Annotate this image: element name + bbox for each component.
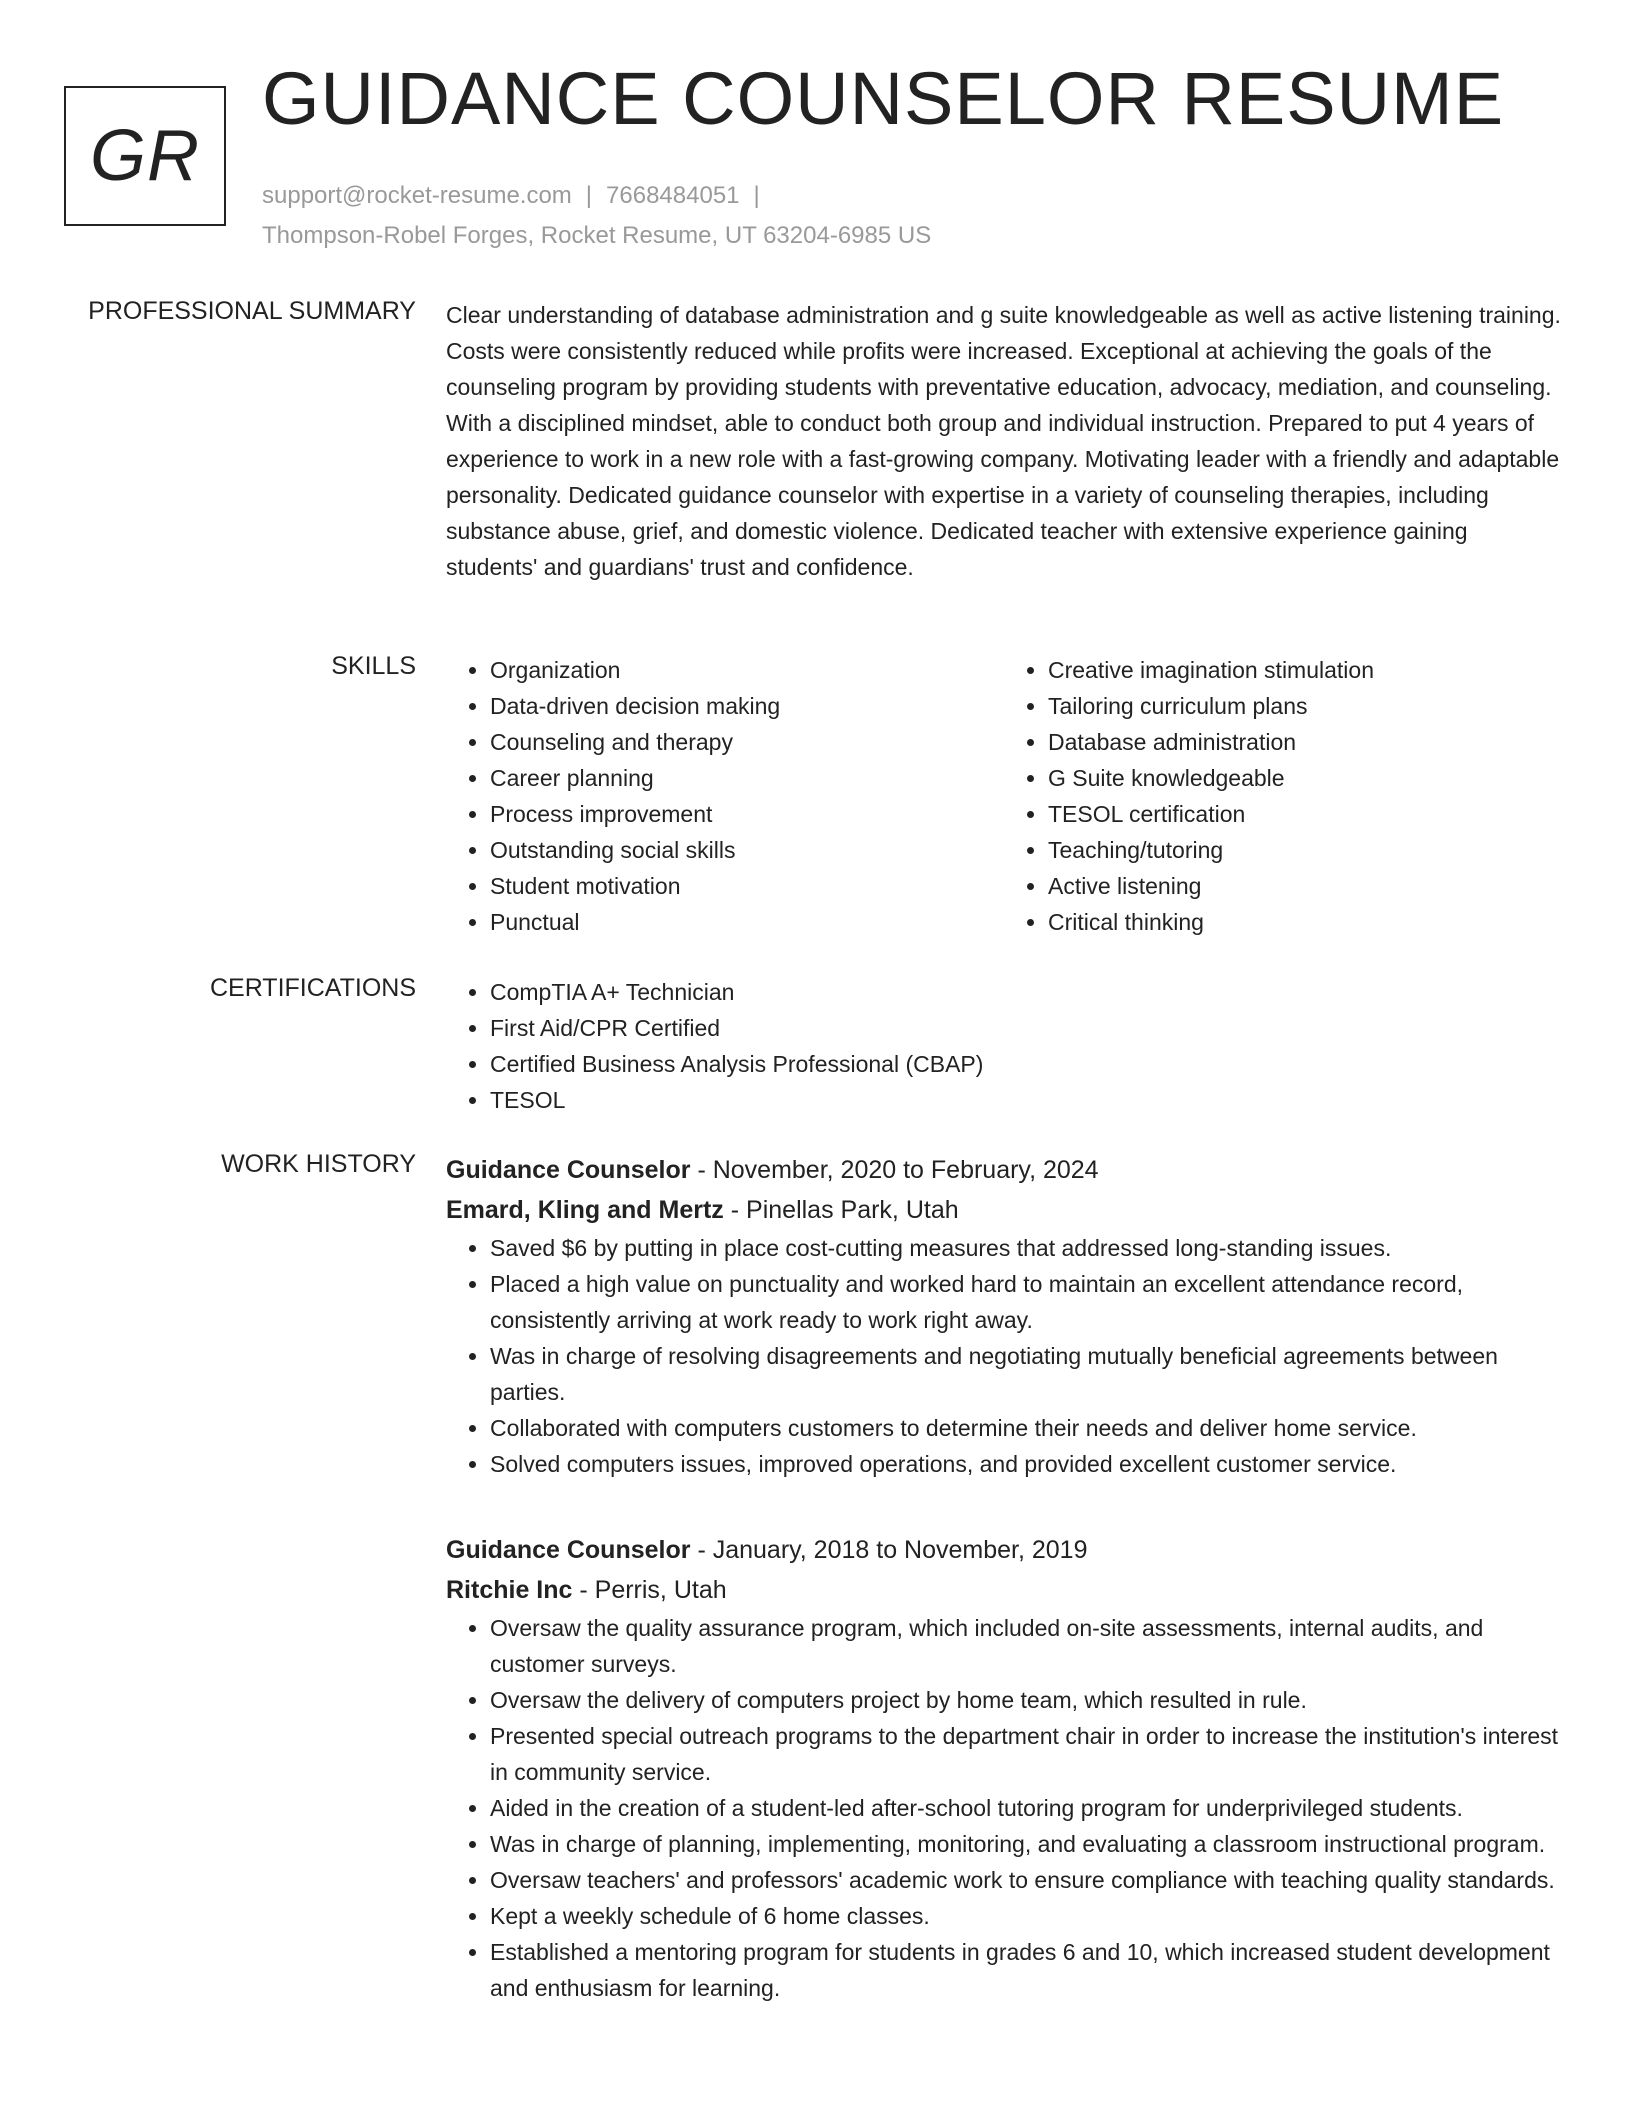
- list-item: • TESOL: [490, 1082, 1562, 1118]
- list-item: • TESOL certification: [1048, 796, 1562, 832]
- list-item: • Solved computers issues, improved operations, and provided excellent customer service.: [490, 1446, 1562, 1482]
- summary-text: Clear understanding of database administration and g suite knowledgeable as well as active listening training. Costs were consistently reduced while profits were increased. Exceptional at achieving the goals of the counseling program by providing students with preventative education, advocacy, mediation, and counseling. With a disciplined mindset, able to conduct both group and individual instruction. Prepared to put 4 years of experience to work in a new role with a fast-growing company. Motivating leader with a friendly and adaptable personality. Dedicated guidance counselor with expertise in a variety of counseling therapies, including substance abuse, grief, and domestic violence. Dedicated teacher with extensive experience gaining students' and guardians' trust and confidence.: [446, 302, 1561, 580]
- list-item: • Was in charge of planning, implementing, monitoring, and evaluating a classroom instructional program.: [490, 1826, 1562, 1862]
- list-item: • Saved $6 by putting in place cost-cutting measures that addressed long-standing issues.: [490, 1230, 1562, 1266]
- contact-separator: |: [753, 182, 760, 209]
- list-item: • Career planning: [490, 760, 1004, 796]
- job-dates: - January, 2018 to November, 2019: [697, 1536, 1088, 1564]
- list-item: • Punctual: [490, 904, 1004, 940]
- list-item: • Established a mentoring program for students in grades 6 and 10, which increased student development and enthusiasm for learning.: [490, 1934, 1562, 2006]
- skills-list-right: [1004, 652, 1562, 940]
- contact-address: Thompson-Robel Forges, Rocket Resume, UT 63204-6985 US: [262, 222, 932, 249]
- job-location: - Pinellas Park, Utah: [730, 1196, 959, 1224]
- job-bullets: [446, 1230, 1562, 1482]
- work-body: [446, 1150, 1562, 1482]
- list-item: • First Aid/CPR Certified: [490, 1010, 1562, 1046]
- job-company-line: [446, 1190, 1562, 1230]
- skills-list-left: [446, 652, 1004, 940]
- summary-heading: PROFESSIONAL SUMMARY: [88, 297, 416, 325]
- list-item: • Collaborated with computers customers to determine their needs and deliver home service.: [490, 1410, 1562, 1446]
- list-item: • Organization: [490, 652, 1004, 688]
- list-item: • Critical thinking: [1048, 904, 1562, 940]
- list-item: • Teaching/tutoring: [1048, 832, 1562, 868]
- job-location: - Perris, Utah: [579, 1576, 727, 1604]
- job-title: Guidance Counselor: [446, 1536, 691, 1564]
- contact-line: [262, 176, 931, 216]
- certifications-heading: CERTIFICATIONS: [209, 974, 416, 1002]
- monogram-initials: GR: [90, 116, 200, 196]
- list-item: • Placed a high value on punctuality and worked hard to maintain an excellent attendance record, consistently arriving at work ready to work right away.: [490, 1266, 1562, 1338]
- summary-body: [446, 297, 1562, 585]
- contact-separator: |: [585, 182, 593, 209]
- list-item: • Creative imagination stimulation: [1048, 652, 1562, 688]
- job-title-line: [446, 1530, 1562, 1570]
- skills-heading: SKILLS: [331, 652, 416, 680]
- list-item: • G Suite knowledgeable: [1048, 760, 1562, 796]
- list-item: • Data-driven decision making: [490, 688, 1004, 724]
- job-company: Ritchie Inc: [446, 1576, 573, 1604]
- monogram-logo: [64, 86, 226, 226]
- list-item: • Oversaw the quality assurance program, which included on-site assessments, internal audits, and customer surveys.: [490, 1610, 1562, 1682]
- work-heading: WORK HISTORY: [221, 1150, 416, 1178]
- job-title-line: [446, 1150, 1562, 1190]
- job-bullets: [446, 1610, 1562, 2006]
- skills-body: [446, 652, 1562, 940]
- list-item: • Certified Business Analysis Professional (CBAP): [490, 1046, 1562, 1082]
- contact-info: [262, 176, 931, 256]
- certifications-list: [446, 974, 1562, 1118]
- list-item: • Database administration: [1048, 724, 1562, 760]
- job-dates: - November, 2020 to February, 2024: [697, 1156, 1099, 1184]
- list-item: • Tailoring curriculum plans: [1048, 688, 1562, 724]
- job-title: Guidance Counselor: [446, 1156, 691, 1184]
- job-company-line: [446, 1570, 1562, 1610]
- list-item: • Oversaw teachers' and professors' academic work to ensure compliance with teaching quality standards.: [490, 1862, 1562, 1898]
- job-company: Emard, Kling and Mertz: [446, 1196, 724, 1224]
- list-item: • Counseling and therapy: [490, 724, 1004, 760]
- list-item: • Aided in the creation of a student-led after-school tutoring program for underprivileged students.: [490, 1790, 1562, 1826]
- resume-title: GUIDANCE COUNSELOR RESUME: [262, 57, 1505, 140]
- list-item: • CompTIA A+ Technician: [490, 974, 1562, 1010]
- job-entry: [446, 1530, 1562, 2006]
- contact-phone: 7668484051: [606, 182, 740, 209]
- list-item: • Oversaw the delivery of computers project by home team, which resulted in rule.: [490, 1682, 1562, 1718]
- contact-email: support@rocket-resume.com: [262, 182, 572, 209]
- list-item: • Active listening: [1048, 868, 1562, 904]
- job-entry: [446, 1150, 1562, 1482]
- list-item: • Kept a weekly schedule of 6 home classes.: [490, 1898, 1562, 1934]
- work-body-continued: [446, 1530, 1562, 2006]
- list-item: • Process improvement: [490, 796, 1004, 832]
- list-item: • Outstanding social skills: [490, 832, 1004, 868]
- list-item: • Presented special outreach programs to the department chair in order to increase the institution's interest in community service.: [490, 1718, 1562, 1790]
- list-item: • Student motivation: [490, 868, 1004, 904]
- list-item: • Was in charge of resolving disagreements and negotiating mutually beneficial agreements between parties.: [490, 1338, 1562, 1410]
- certifications-body: [446, 974, 1562, 1118]
